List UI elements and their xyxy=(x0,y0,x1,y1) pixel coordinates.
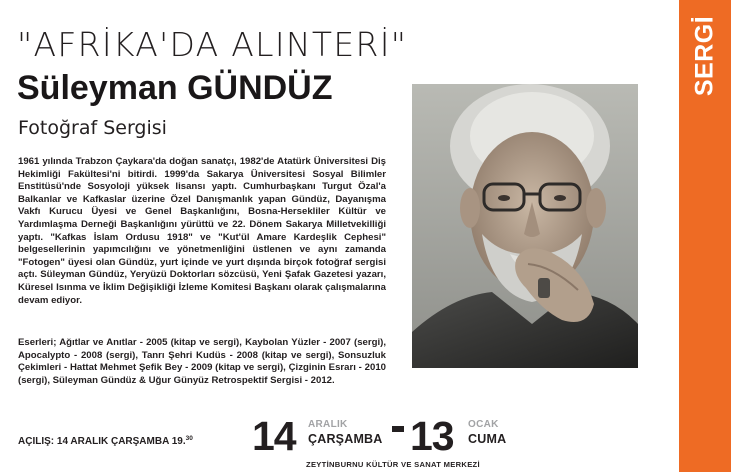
exhibition-subtitle: Fotoğraf Sergisi xyxy=(18,117,167,139)
date-range-dash xyxy=(392,426,404,432)
exhibition-title: "AFRİKA'DA ALINTERİ" xyxy=(17,25,408,64)
artist-name: Süleyman GÜNDÜZ xyxy=(17,69,333,107)
opening-info xyxy=(18,435,193,447)
start-weekday: ÇARŞAMBA xyxy=(308,432,383,446)
artist-biography: 1961 yılında Trabzon Çaykara'da doğan sanatçı, 1982'de Atatürk Üniversitesi Diş Hekimliği Fakültesi'ni bitirdi. 1999'da Sakarya Üniversitesi Sosyal Bilimler Enstitüsü'nde Sosyoloji yüksek lisansı yaptı. Cumhurbaşkanı Turgut Özal'a Balkanlar ve Kafkaslar üzerine Özel Danışmanlık yapan Gündüz, Dayanışma Vakfı Kurucu Üyesi ve Genel Başkanlığını, Bosna-Hersekliler Kültür ve Yardımlaşma Derneği Başkanlığını yürüttü ve 22. Dönem Sakarya Milletvekilliği yaptı. "Kafkas İslam Ordusu 1918" ve "Kut'ül Amare Kardeşlik Cephesi" belgesellerinin yapımcılığını ve yönetmenliğini üstlenen ve aynı zamanda "Fotogen" üyesi olan Gündüz, yurt içinde ve yurt dışında birçok fotoğraf sergisi açtı. Süleyman Gündüz, Yeryüzü Doktorları sözcüsü, Yeni Şafak Gazetesi yazarı, Küresel Isınma ve İklim Değişikliği İzleme Komitesi Başkanı olarak çalışmalarına devam ediyor. xyxy=(18,156,386,306)
artist-works: Eserleri; Ağıtlar ve Anıtlar - 2005 (kitap ve sergi), Kaybolan Yüzler - 2007 (sergi), Apocalypto - 2008 (sergi), Tanrı Şehri Kudüs - 2008 (kitap ve sergi), Sonsuzluk Çekimleri - Hattat Mehmet Şefik Bey - 2009 (kitap ve sergi), Çizginin Esrarı - 2010 (sergi), Süleyman Gündüz & Uğur Günyüz Retrospektif Sergisi - 2012. xyxy=(18,337,386,386)
category-label: SERGİ xyxy=(690,15,719,97)
opening-time-minutes: 30 xyxy=(185,435,193,442)
end-day: 13 xyxy=(410,413,454,459)
start-month: ARALIK xyxy=(308,419,348,430)
portrait-photo-icon xyxy=(412,84,638,368)
start-day: 14 xyxy=(252,413,296,459)
category-tab xyxy=(679,0,731,110)
opening-text: AÇILIŞ: 14 ARALIK ÇARŞAMBA 19. xyxy=(18,436,186,447)
end-month: OCAK xyxy=(468,419,499,430)
venue-name: ZEYTİNBURNU KÜLTÜR VE SANAT MERKEZİ xyxy=(306,460,480,469)
end-weekday: CUMA xyxy=(468,432,507,446)
artist-portrait xyxy=(412,84,638,368)
